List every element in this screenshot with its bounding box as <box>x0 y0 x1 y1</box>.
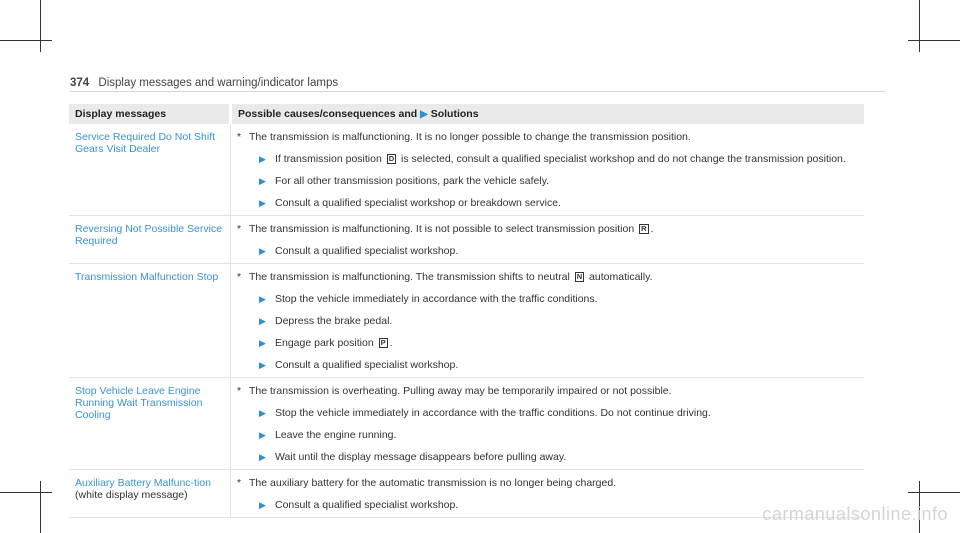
table-row <box>69 378 864 470</box>
action-text <box>275 175 549 187</box>
table-row <box>69 216 864 264</box>
cause-line <box>237 271 858 283</box>
display-message-cell <box>69 216 231 264</box>
crop-mark <box>0 40 52 41</box>
action-item <box>259 451 858 463</box>
column-header-causes-text: Possible causes/consequences and <box>238 108 418 120</box>
display-message-note: (white display message) <box>75 489 188 501</box>
action-text <box>275 153 846 165</box>
column-header-solutions-text: Solutions <box>430 108 479 120</box>
text: Depress the brake pedal. <box>275 315 393 327</box>
display-message-cell <box>69 470 231 518</box>
cause-marker: * <box>237 477 242 489</box>
text: The transmission is malfunctioning. The transmission shifts to neutral <box>249 271 573 283</box>
action-item <box>259 359 858 371</box>
cause-solution-cell <box>231 378 865 470</box>
cause-text <box>249 271 652 283</box>
text: The transmission is malfunctioning. It is no longer possible to change the transmission position. <box>249 131 691 143</box>
crop-mark <box>40 481 41 533</box>
page-number: 374 <box>70 77 90 89</box>
gear-symbol-icon: D <box>388 154 395 163</box>
action-text <box>275 499 458 511</box>
action-arrow-icon: ▶ <box>259 316 266 326</box>
text: Leave the engine running. <box>275 429 397 441</box>
action-item <box>259 293 858 305</box>
action-text <box>275 315 392 327</box>
text: Consult a qualified specialist workshop. <box>275 359 459 371</box>
text: . <box>389 337 393 349</box>
cause-solution-cell <box>231 124 865 216</box>
action-item <box>259 245 858 257</box>
cause-text <box>249 477 616 489</box>
watermark: carmanualsonline.info <box>762 504 948 524</box>
action-text <box>275 293 598 305</box>
action-text <box>275 197 561 209</box>
action-arrow-icon: ▶ <box>259 500 266 510</box>
display-message-cell <box>69 378 231 470</box>
text: automatically. <box>586 271 653 283</box>
text: The transmission is malfunctioning. It is not possible to select transmission position <box>249 223 638 235</box>
table-header-row <box>69 104 864 124</box>
crop-mark <box>919 0 920 52</box>
page-header <box>70 77 338 89</box>
page-title: Display messages and warning/indicator lamps <box>98 77 339 89</box>
cause-line <box>237 223 858 235</box>
gear-symbol-icon: R <box>641 224 647 233</box>
table-row <box>69 470 864 518</box>
crop-mark <box>0 492 52 493</box>
cause-marker: * <box>237 223 242 235</box>
action-arrow-icon: ▶ <box>259 246 266 256</box>
text: Wait until the display message disappears before pulling away. <box>275 451 567 463</box>
table-row <box>69 264 864 378</box>
display-message-text: Reversing Not Possible Service Required <box>75 223 223 247</box>
text: For all other transmission positions, park the vehicle safely. <box>275 175 550 187</box>
text: is selected, consult a qualified specialist workshop and do not change the transmission position. <box>398 153 846 165</box>
text: Consult a qualified specialist workshop. <box>275 245 459 257</box>
text: If transmission position <box>275 153 385 165</box>
cause-marker: * <box>237 385 242 397</box>
action-arrow-icon: ▶ <box>259 430 266 440</box>
crop-mark <box>40 0 41 52</box>
display-message-text: Service Required Do Not Shift Gears Visit Dealer <box>75 131 216 155</box>
cause-solution-cell <box>231 264 865 378</box>
cause-line <box>237 385 858 397</box>
action-text <box>275 407 711 419</box>
cause-text <box>249 223 653 235</box>
text: Consult a qualified specialist workshop. <box>275 499 459 511</box>
action-text <box>275 337 393 349</box>
cause-marker: * <box>237 131 242 143</box>
display-message-cell <box>69 264 231 378</box>
cause-line <box>237 477 858 489</box>
gear-symbol-icon: P <box>380 338 386 347</box>
action-arrow-icon: ▶ <box>259 452 266 462</box>
cause-line <box>237 131 858 143</box>
action-item <box>259 315 858 327</box>
action-text <box>275 451 566 463</box>
action-item <box>259 337 858 349</box>
crop-mark <box>908 40 960 41</box>
cause-solution-cell <box>231 216 865 264</box>
action-item <box>259 153 858 165</box>
text: Consult a qualified specialist workshop or breakdown service. <box>275 197 561 209</box>
text: The auxiliary battery for the automatic transmission is no longer being charged. <box>249 477 617 489</box>
action-text <box>275 429 396 441</box>
action-item <box>259 407 858 419</box>
display-messages-table <box>69 104 864 518</box>
text: Engage park position <box>275 337 377 349</box>
column-header-messages: Display messages <box>69 104 231 124</box>
header-divider <box>70 91 885 92</box>
action-item <box>259 175 858 187</box>
solution-arrow-icon: ▶ <box>420 109 428 120</box>
text: Stop the vehicle immediately in accordance with the traffic conditions. <box>275 293 598 305</box>
action-arrow-icon: ▶ <box>259 408 266 418</box>
display-message-text: Transmission Malfunction Stop <box>75 271 219 283</box>
cause-text <box>249 131 691 143</box>
text: The transmission is overheating. Pulling away may be temporarily impaired or not possible. <box>249 385 672 397</box>
display-message-cell <box>69 124 231 216</box>
crop-mark <box>908 492 960 493</box>
display-message-text: Stop Vehicle Leave Engine Running Wait Transmission Cooling <box>75 385 203 421</box>
cause-text <box>249 385 672 397</box>
action-arrow-icon: ▶ <box>259 338 266 348</box>
cause-marker: * <box>237 271 242 283</box>
action-item <box>259 429 858 441</box>
action-item <box>259 197 858 209</box>
gear-symbol-icon: N <box>576 272 583 281</box>
display-message-text: Auxiliary Battery Malfunc-tion <box>75 477 211 489</box>
table-body <box>69 124 864 518</box>
action-arrow-icon: ▶ <box>259 198 266 208</box>
action-arrow-icon: ▶ <box>259 176 266 186</box>
action-text <box>275 359 458 371</box>
column-header-causes <box>231 104 865 124</box>
text: . <box>650 223 654 235</box>
action-arrow-icon: ▶ <box>259 294 266 304</box>
action-arrow-icon: ▶ <box>259 154 266 164</box>
action-text <box>275 245 458 257</box>
text: Stop the vehicle immediately in accordance with the traffic conditions. Do not continue driving. <box>275 407 711 419</box>
table-row <box>69 124 864 216</box>
action-arrow-icon: ▶ <box>259 360 266 370</box>
